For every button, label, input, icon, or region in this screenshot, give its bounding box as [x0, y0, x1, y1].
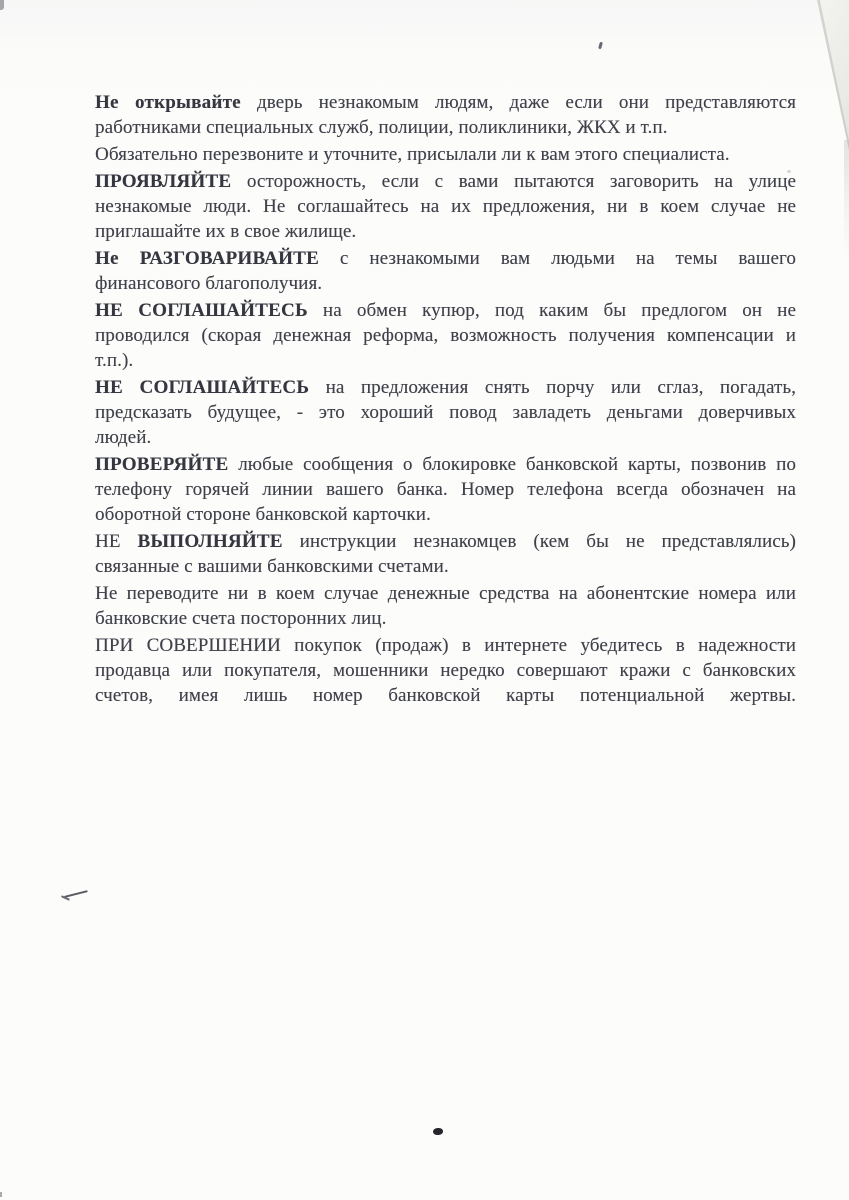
- text-line: продавца или покупателя, мошенники нередко совершают кражи с банковских: [95, 660, 796, 681]
- text-line: работниками специальных служб, полиции, поликлиники, ЖКХ и т.п.: [95, 117, 668, 138]
- text-line: Не переводите ни в коем случае денежные средства на абонентские номера или: [95, 583, 796, 604]
- paragraph: [95, 142, 796, 167]
- text-line: оборотной стороне банковской карточки.: [95, 504, 431, 525]
- lead-emphasis: НЕ СОГЛАШАЙТЕСЬ: [95, 377, 310, 398]
- text-line: ПРИ СОВЕРШЕНИИ покупок (продаж) в интернете убедитесь в надежности: [95, 635, 796, 656]
- scan-right-edge-shadow: [844, 140, 849, 260]
- ink-dot: [433, 1128, 443, 1135]
- text-line: приглашайте их в свое жилище.: [95, 221, 357, 242]
- text-line: т.п.).: [95, 350, 134, 371]
- paragraph: [95, 375, 796, 450]
- scan-speck-mark: [598, 42, 603, 50]
- lead-plain: НЕ: [95, 531, 138, 552]
- text-line: людей.: [95, 427, 152, 448]
- text-line: Обязательно перезвоните и уточните, присылали ли к вам этого специалиста.: [95, 144, 730, 165]
- text-line: телефону горячей линии вашего банка. Номер телефона всегда обозначен на: [95, 479, 796, 500]
- text-line: предсказать будущее, - это хороший повод завладеть деньгами доверчивых: [95, 402, 796, 423]
- text-line: НЕ ВЫПОЛНЯЙТЕ инструкции незнакомцев (кем бы не представлялись): [95, 531, 796, 552]
- text-line: финансового благополучия.: [95, 273, 323, 294]
- document-text-block: [95, 90, 796, 710]
- lead-emphasis: Не РАЗГОВАРИВАЙТЕ: [95, 248, 320, 269]
- text-line: счетов, имея лишь номер банковской карты потенциальной жертвы.: [95, 685, 796, 706]
- paragraph: [95, 581, 796, 631]
- lead-emphasis: ПРОЯВЛЯЙТЕ: [95, 171, 232, 192]
- paragraph: [95, 452, 796, 527]
- text-line: Не РАЗГОВАРИВАЙТЕ с незнакомыми вам людьми на темы вашего: [95, 248, 796, 269]
- lead-emphasis: ВЫПОЛНЯЙТЕ: [137, 531, 283, 552]
- lead-emphasis: НЕ СОГЛАШАЙТЕСЬ: [95, 300, 308, 321]
- text-line: НЕ СОГЛАШАЙТЕСЬ на предложения снять порчу или сглаз, погадать,: [95, 377, 796, 398]
- paragraph: [95, 246, 796, 296]
- text-line: Не открывайте дверь незнакомым людям, даже если они представляются: [95, 92, 796, 113]
- pen-scratch-stroke: [64, 890, 88, 898]
- text-line: ПРОЯВЛЯЙТЕ осторожность, если с вами пытаются заговорить на улице: [95, 171, 796, 192]
- scan-speck-top-left: [0, 0, 4, 10]
- text-line: ПРОВЕРЯЙТЕ любые сообщения о блокировке банковской карты, позвонив по: [95, 454, 796, 475]
- text-line: банковские счета посторонних лиц.: [95, 608, 387, 629]
- scan-speck-bottom-left: [0, 1192, 2, 1197]
- paragraph: [95, 298, 796, 373]
- lead-emphasis: Не открывайте: [95, 92, 241, 113]
- paragraph: [95, 633, 796, 708]
- text-line: проводился (скорая денежная реформа, возможность получения компенсации и: [95, 325, 796, 346]
- paragraph: [95, 169, 796, 244]
- text-line: незнакомые люди. Не соглашайтесь на их предложения, ни в коем случае не: [95, 196, 796, 217]
- scan-corner-shadow: [809, 0, 849, 150]
- text-line: связанные с вашими банковскими счетами.: [95, 556, 449, 577]
- pen-scratch-mark: [60, 884, 92, 904]
- paragraph: [95, 90, 796, 140]
- paragraph: [95, 529, 796, 579]
- text-line: НЕ СОГЛАШАЙТЕСЬ на обмен купюр, под каким бы предлогом он не: [95, 300, 796, 321]
- lead-emphasis: ПРОВЕРЯЙТЕ: [95, 454, 229, 475]
